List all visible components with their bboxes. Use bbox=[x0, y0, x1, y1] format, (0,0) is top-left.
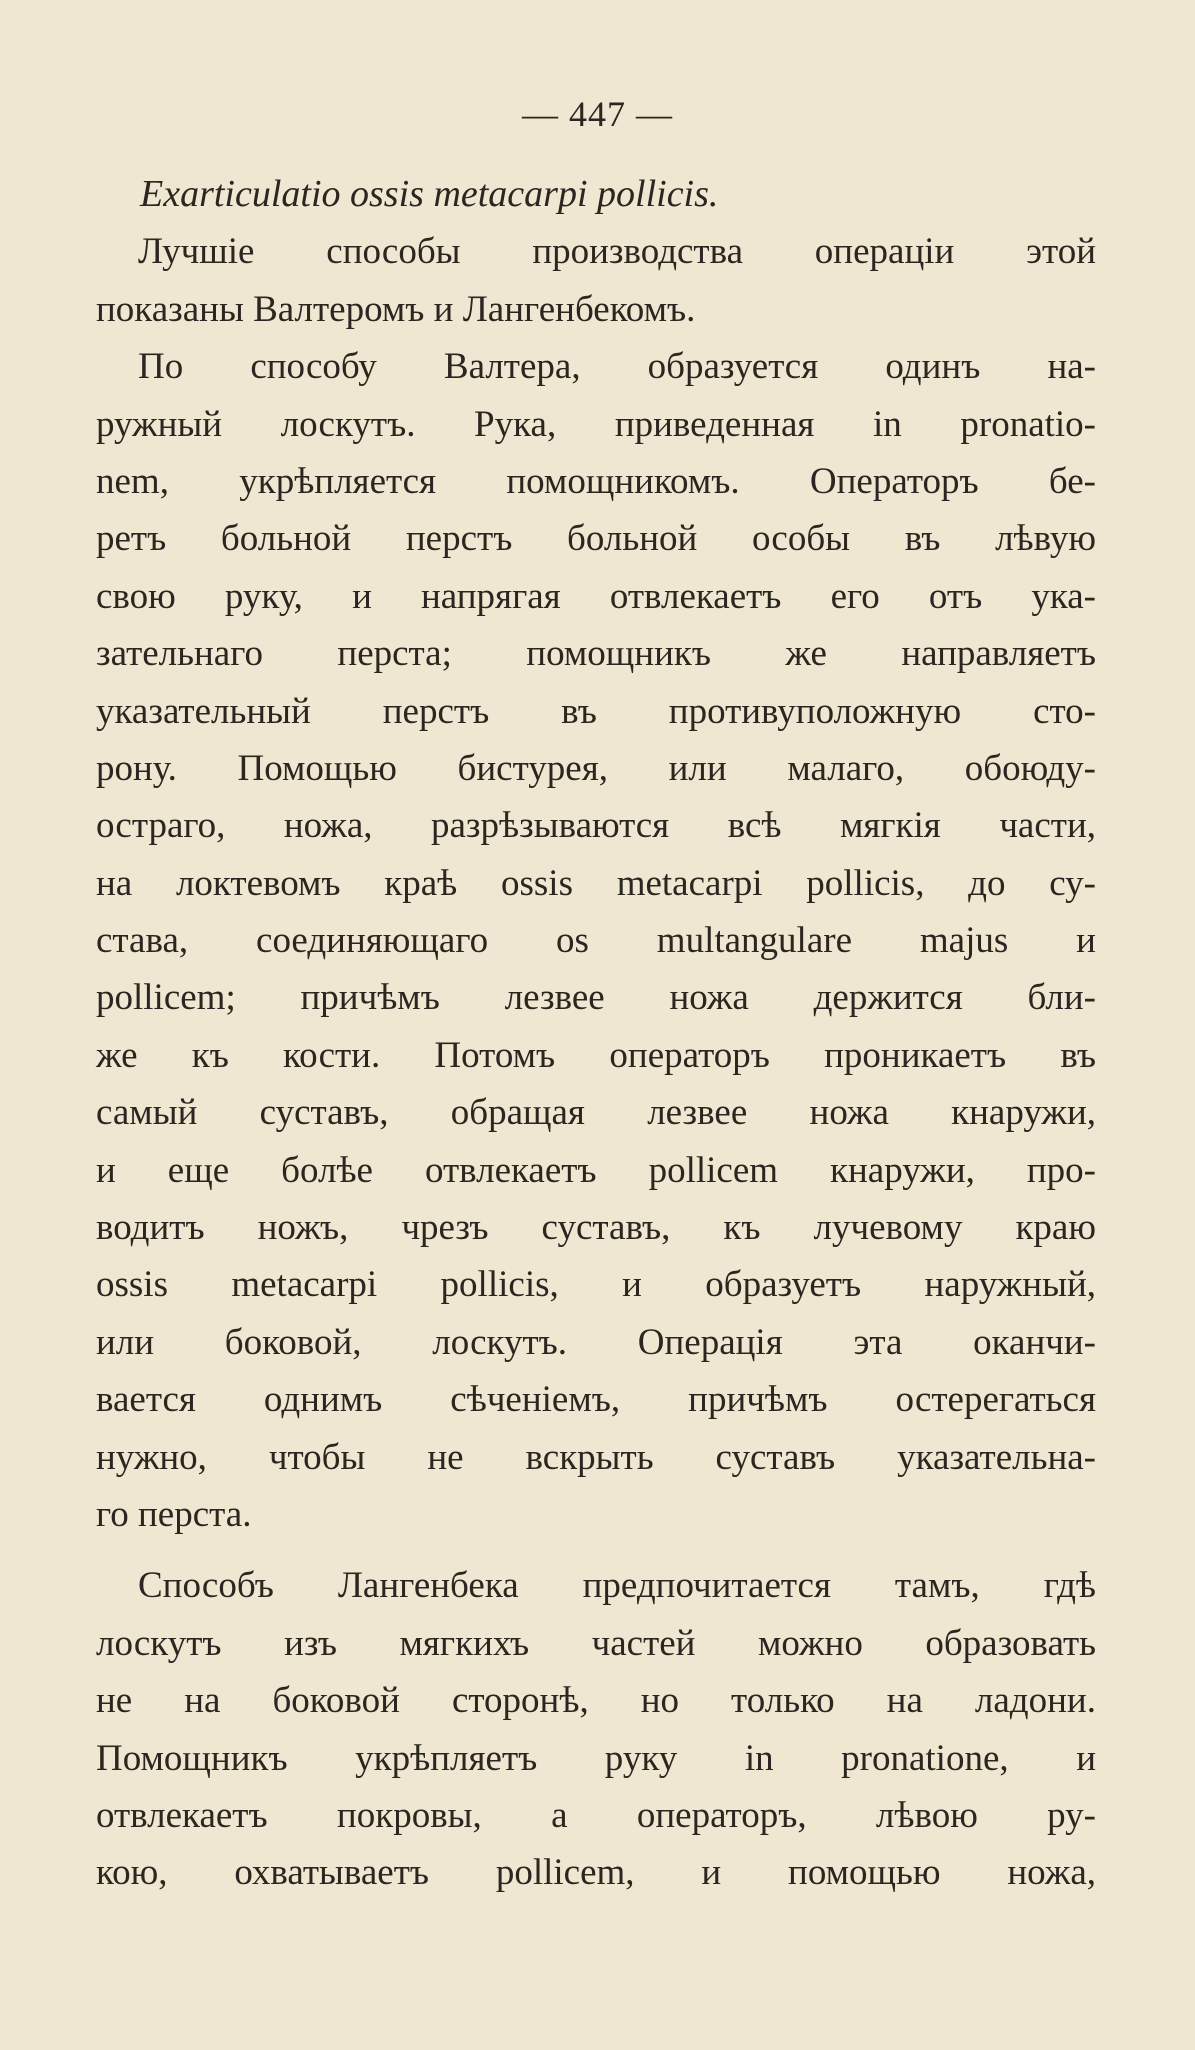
paragraph-2-line-16: водитъ ножъ, чрезъ суставъ, къ лучевому краю bbox=[96, 1207, 1096, 1249]
paragraph-2-line-13: же къ кости. Потомъ операторъ проникаетъ въ bbox=[96, 1034, 1096, 1076]
paragraph-2-line-14: самый суставъ, обращая лезвее ножа кнаружи, bbox=[96, 1092, 1096, 1134]
paragraph-2-line-20: нужно, чтобы не вскрыть суставъ указательна- bbox=[96, 1436, 1096, 1478]
paragraph-3-line-3: не на боковой сторонѣ, но только на ладони. bbox=[96, 1680, 1096, 1722]
paragraph-2-line-12: pollicem; причѣмъ лезвее ножа держится бли- bbox=[96, 977, 1096, 1019]
paragraph-2-line-3: nem, укрѣпляется помощникомъ. Операторъ бе- bbox=[96, 460, 1096, 502]
paragraph-2-line-7: указательный перстъ въ противуположную сто- bbox=[96, 690, 1096, 732]
paragraph-2-line-8: рону. Помощью бистурея, или малаго, обоюду- bbox=[96, 747, 1096, 789]
paragraph-2-line-21: го перста. bbox=[96, 1493, 252, 1535]
paragraph-2-line-6: зательнаго перста; помощникъ же направляетъ bbox=[96, 633, 1096, 675]
paragraph-gap bbox=[96, 1543, 1096, 1557]
paragraph-3-line-6: кою, охватываетъ pollicem, и помощью ножа, bbox=[96, 1852, 1096, 1894]
text-block bbox=[96, 166, 1096, 1902]
page-number: — 447 — bbox=[522, 94, 673, 134]
paragraph-2-line-5: свою руку, и напрягая отвлекаетъ его отъ ука- bbox=[96, 575, 1096, 617]
paragraph-2-line-1: По способу Валтера, образуется одинъ на- bbox=[138, 346, 1096, 388]
paragraph-3-line-2: лоскутъ изъ мягкихъ частей можно образовать bbox=[96, 1622, 1096, 1664]
paragraph-2-line-10: на локтевомъ краѣ ossis metacarpi pollicis, до су- bbox=[96, 862, 1096, 904]
paragraph-1-line-1: Лучшіе способы производства операціи этой bbox=[138, 231, 1096, 273]
section-heading: Exarticulatio ossis metacarpi pollicis. bbox=[140, 173, 719, 215]
paragraph-2-line-19: вается однимъ сѣченіемъ, причѣмъ остерегаться bbox=[96, 1379, 1096, 1421]
paragraph-1-line-2: показаны Валтеромъ и Лангенбекомъ. bbox=[96, 288, 696, 330]
paragraph-3-line-5: отвлекаетъ покровы, а операторъ, лѣвою ру- bbox=[96, 1794, 1096, 1836]
paragraph-2-line-18: или боковой, лоскутъ. Операція эта оканчи- bbox=[96, 1321, 1096, 1363]
paragraph-2-line-11: става, соединяющаго os multangulare majus и bbox=[96, 920, 1096, 962]
paragraph-3-line-4: Помощникъ укрѣпляетъ руку in pronatione, и bbox=[96, 1737, 1096, 1779]
paragraph-2-line-4: ретъ больной перстъ больной особы въ лѣвую bbox=[96, 518, 1096, 560]
paragraph-2-line-9: остраго, ножа, разрѣзываются всѣ мягкія части, bbox=[96, 805, 1096, 847]
paragraph-2-line-17: ossis metacarpi pollicis, и образуетъ наружный, bbox=[96, 1264, 1096, 1306]
paragraph-2-line-15: и еще болѣе отвлекаетъ pollicem кнаружи, про- bbox=[96, 1149, 1096, 1191]
paragraph-3-line-1: Способъ Лангенбека предпочитается тамъ, гдѣ bbox=[138, 1565, 1096, 1607]
paragraph-2-line-2: ружный лоскутъ. Рука, приведенная in pronatio- bbox=[96, 403, 1096, 445]
